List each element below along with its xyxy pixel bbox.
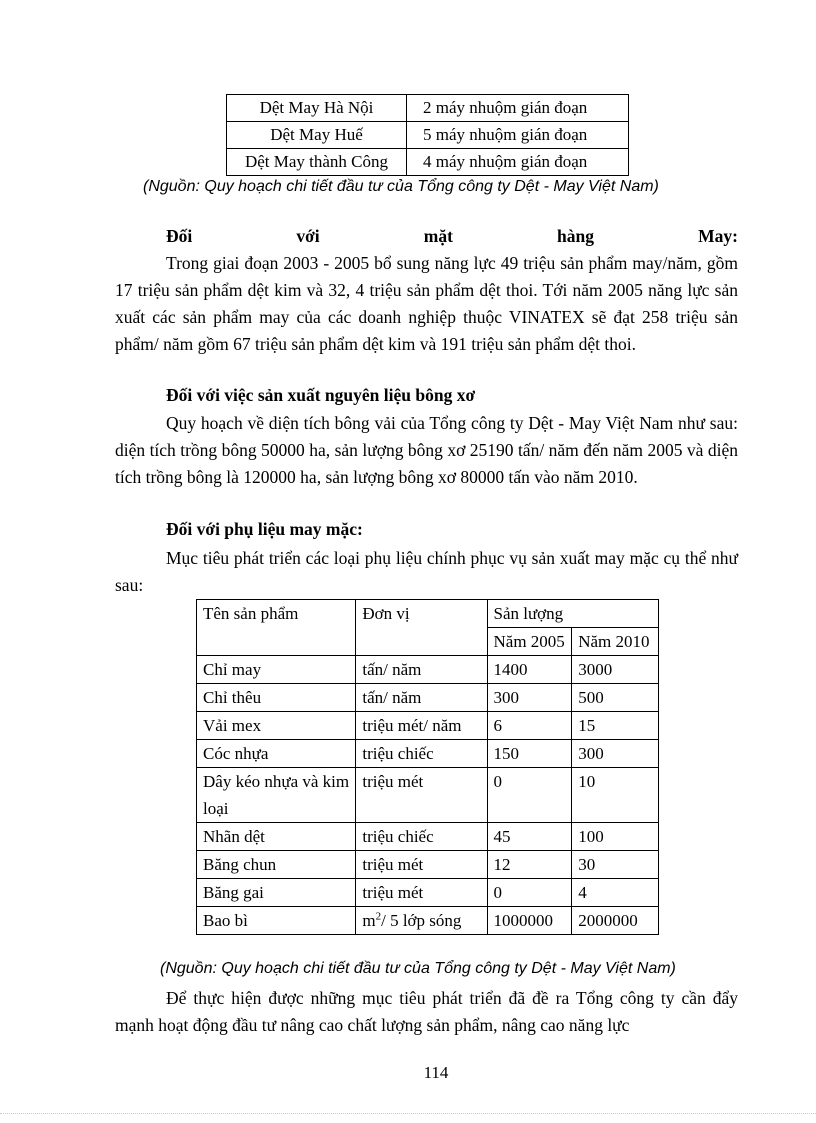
unit-cell: triệu chiếc [356, 740, 487, 768]
product-cell: Vải mex [197, 712, 356, 740]
paragraph-phu-lieu: Mục tiêu phát triển các loại phụ liệu chính phục vụ sản xuất may mặc cụ thể như sau: [115, 548, 738, 595]
product-cell: Chỉ thêu [197, 684, 356, 712]
paragraph-final: Để thực hiện được những mục tiêu phát triển đã đề ra Tổng công ty cần đẩy mạnh hoạt động đầu tư nâng cao chất lượng sản phẩm, nâng cao năng lực [115, 988, 738, 1035]
unit-cell: triệu mét [356, 851, 487, 879]
value-2005-cell: 0 [487, 768, 572, 823]
value-2010-cell: 4 [572, 879, 659, 907]
paragraph-bong: Quy hoạch về diện tích bông vải của Tổng công ty Dệt - May Việt Nam như sau: diện tích trồng bông 50000 ha, sản lượng bông xơ 25190 tấn/ năm đến năm 2005 và diện tích trồng bông là 120000 ha, sản lượng bông xơ 80000 tấn vào năm 2010. [115, 413, 738, 487]
value-2005-cell: 12 [487, 851, 572, 879]
value-2005-cell: 45 [487, 823, 572, 851]
unit-base: m [362, 911, 376, 930]
value-2005-cell: 300 [487, 684, 572, 712]
unit-cell: triệu chiếc [356, 823, 487, 851]
value-2010-cell: 3000 [572, 656, 659, 684]
product-cell: Băng chun [197, 851, 356, 879]
detail-cell: 2 máy nhuộm gián đoạn [407, 95, 629, 122]
value-2010-cell: 10 [572, 768, 659, 823]
paragraph-may: Trong giai đoạn 2003 - 2005 bổ sung năng lực 49 triệu sản phẩm may/năm, gồm 17 triệu sản phẩm dệt kim và 32, 4 triệu sản phẩm dệt thoi. Tới năm 2005 năng lực sản xuất các sản phẩm may của các doanh nghiệp thuộc VINATEX sẽ đạt 258 triệu sản phẩm/ năm gồm 67 triệu sản phẩm dệt kim và 191 triệu sản phẩm dệt thoi. [115, 253, 738, 354]
header-product: Tên sản phẩm [197, 600, 356, 656]
heading-may [166, 226, 738, 247]
product-cell: Cóc nhựa [197, 740, 356, 768]
value-2005-cell: 150 [487, 740, 572, 768]
product-cell: Dây kéo nhựa và kim loại [197, 768, 356, 823]
unit-cell: triệu mét [356, 879, 487, 907]
product-cell: Nhãn dệt [197, 823, 356, 851]
heading-bong: Đối với việc sản xuất nguyên liệu bông xơ [166, 385, 476, 405]
table-row [197, 823, 659, 851]
value-2010-cell: 300 [572, 740, 659, 768]
value-2010-cell: 30 [572, 851, 659, 879]
value-2010-cell: 2000000 [572, 907, 659, 935]
page-edge-divider [0, 1113, 816, 1114]
heading-word: Đối [166, 226, 193, 246]
product-cell: Bao bì [197, 907, 356, 935]
dyeing-machine-table [226, 94, 629, 176]
unit-superscript: 2 [375, 910, 382, 923]
heading-word: hàng [557, 226, 595, 246]
table-row [197, 879, 659, 907]
unit-cell: triệu mét [356, 768, 487, 823]
value-2005-cell: 1400 [487, 656, 572, 684]
header-year-2005: Năm 2005 [487, 628, 572, 656]
table-row [227, 95, 629, 122]
unit-cell [356, 907, 487, 935]
value-2010-cell: 100 [572, 823, 659, 851]
table-row [227, 149, 629, 176]
header-year-2010: Năm 2010 [572, 628, 659, 656]
heading-word: May: [698, 226, 738, 246]
heading-word: mặt [423, 226, 453, 246]
company-cell: Dệt May Huế [227, 122, 407, 149]
value-2010-cell: 15 [572, 712, 659, 740]
table-row [197, 684, 659, 712]
table-row [197, 907, 659, 935]
unit-cell: triệu mét/ năm [356, 712, 487, 740]
unit-rest: / 5 lớp sóng [381, 911, 462, 930]
unit-cell: tấn/ năm [356, 684, 487, 712]
value-2005-cell: 0 [487, 879, 572, 907]
detail-cell: 4 máy nhuộm gián đoạn [407, 149, 629, 176]
heading-word: với [296, 226, 320, 246]
table-row [197, 740, 659, 768]
value-2005-cell: 6 [487, 712, 572, 740]
accessory-output-table [196, 599, 659, 935]
detail-cell: 5 máy nhuộm gián đoạn [407, 122, 629, 149]
value-2010-cell: 500 [572, 684, 659, 712]
header-unit: Đơn vị [356, 600, 487, 656]
table-header-row [197, 600, 659, 628]
header-output: Sản lượng [487, 600, 659, 628]
heading-phu-lieu: Đối với phụ liệu may mặc: [166, 519, 363, 539]
company-cell: Dệt May Hà Nội [227, 95, 407, 122]
table-row [197, 656, 659, 684]
product-cell: Chỉ may [197, 656, 356, 684]
company-cell: Dệt May thành Công [227, 149, 407, 176]
value-2005-cell: 1000000 [487, 907, 572, 935]
page-number: 114 [423, 1063, 449, 1082]
table-row [197, 768, 659, 823]
product-cell: Băng gai [197, 879, 356, 907]
source-note: (Nguồn: Quy hoạch chi tiết đầu tư của Tổng công ty Dệt - May Việt Nam) [143, 178, 659, 195]
table-row [197, 712, 659, 740]
table-row [227, 122, 629, 149]
table-row [197, 851, 659, 879]
source-note: (Nguồn: Quy hoạch chi tiết đầu tư của Tổng công ty Dệt - May Việt Nam) [160, 960, 676, 977]
unit-cell: tấn/ năm [356, 656, 487, 684]
